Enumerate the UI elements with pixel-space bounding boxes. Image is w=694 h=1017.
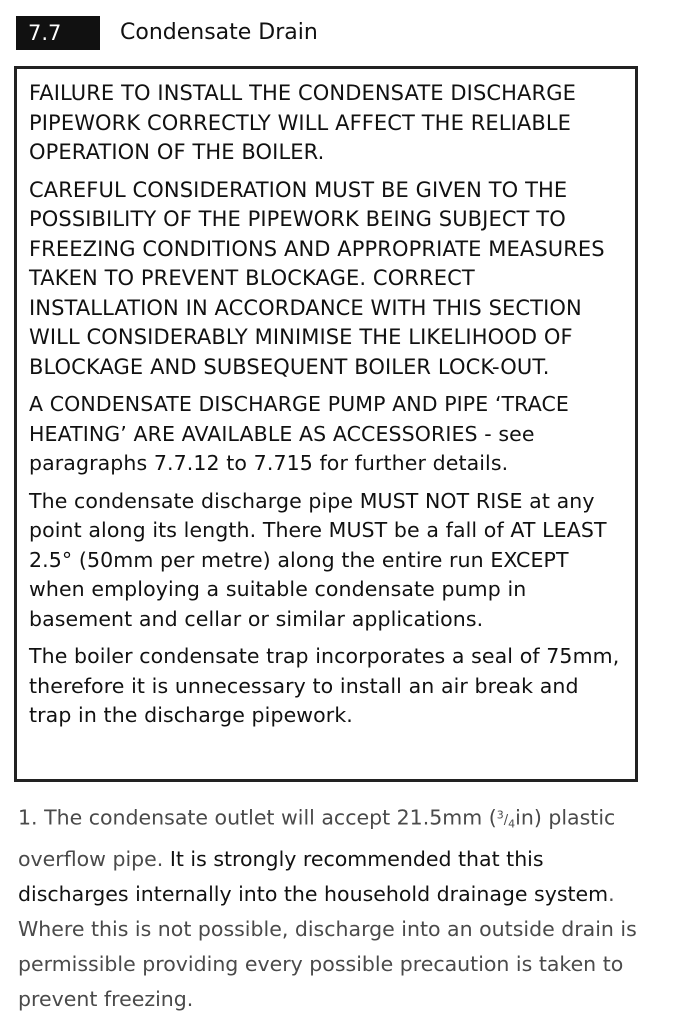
section-title: Condensate Drain xyxy=(120,20,318,45)
warning-box xyxy=(14,66,638,782)
fraction-denominator: 4 xyxy=(508,817,516,831)
section-number: 7.7 xyxy=(16,16,100,50)
warning-paragraph-3 xyxy=(29,390,623,479)
accessories-see-text: - see paragraphs 7.7.12 to 7.715 for further details. xyxy=(29,421,535,475)
note-text-3: . Where this is not possible, discharge into an outside drain is permissible providing every possible precaution is taken to prevent freezing. xyxy=(18,881,637,1011)
note-text-2: in) plastic overflow pipe. xyxy=(18,805,616,871)
note-recommendation: It is strongly recommended that this discharges internally into the household drainage system xyxy=(18,846,609,906)
accessories-caps-text: A CONDENSATE DISCHARGE PUMP AND PIPE ‘TRACE HEATING’ ARE AVAILABLE AS ACCESSORIES xyxy=(29,392,569,446)
warning-paragraph-1: FAILURE TO INSTALL THE CONDENSATE DISCHARGE PIPEWORK CORRECTLY WILL AFFECT THE RELIABLE OPERATION OF THE BOILER. xyxy=(29,81,576,164)
note-paragraph xyxy=(18,798,658,1017)
warning-paragraph-5: The boiler condensate trap incorporates a seal of 75mm, therefore it is unnecessary to install an air break and trap in the discharge pipework. xyxy=(29,644,620,727)
section-heading xyxy=(16,16,676,50)
note-text-1: 1. The condensate outlet will accept 21.5mm ( xyxy=(18,805,497,830)
warning-paragraph-4: The condensate discharge pipe MUST NOT RISE at any point along its length. There MUST be a fall of AT LEAST 2.5° (50mm per metre) along the entire run EXCEPT when employing a suitable condensate pump in basement and cellar or similar applications. xyxy=(29,488,607,631)
fraction-numerator: 3 xyxy=(496,809,504,822)
pipe-size-fraction: $^3/_4$ xyxy=(496,809,516,831)
warning-paragraph-2: CAREFUL CONSIDERATION MUST BE GIVEN TO THE POSSIBILITY OF THE PIPEWORK BEING SUBJECT TO FREEZING CONDITIONS AND APPROPRIATE MEASURES TAKEN TO PREVENT BLOCKAGE. CORRECT INSTALLATION IN ACCORDANCE WITH THIS SECTION WILL CONSIDERABLY MINIMISE THE LIKELIHOOD OF BLOCKAGE AND SUBSEQUENT BOILER LOCK-OUT. xyxy=(29,177,605,379)
